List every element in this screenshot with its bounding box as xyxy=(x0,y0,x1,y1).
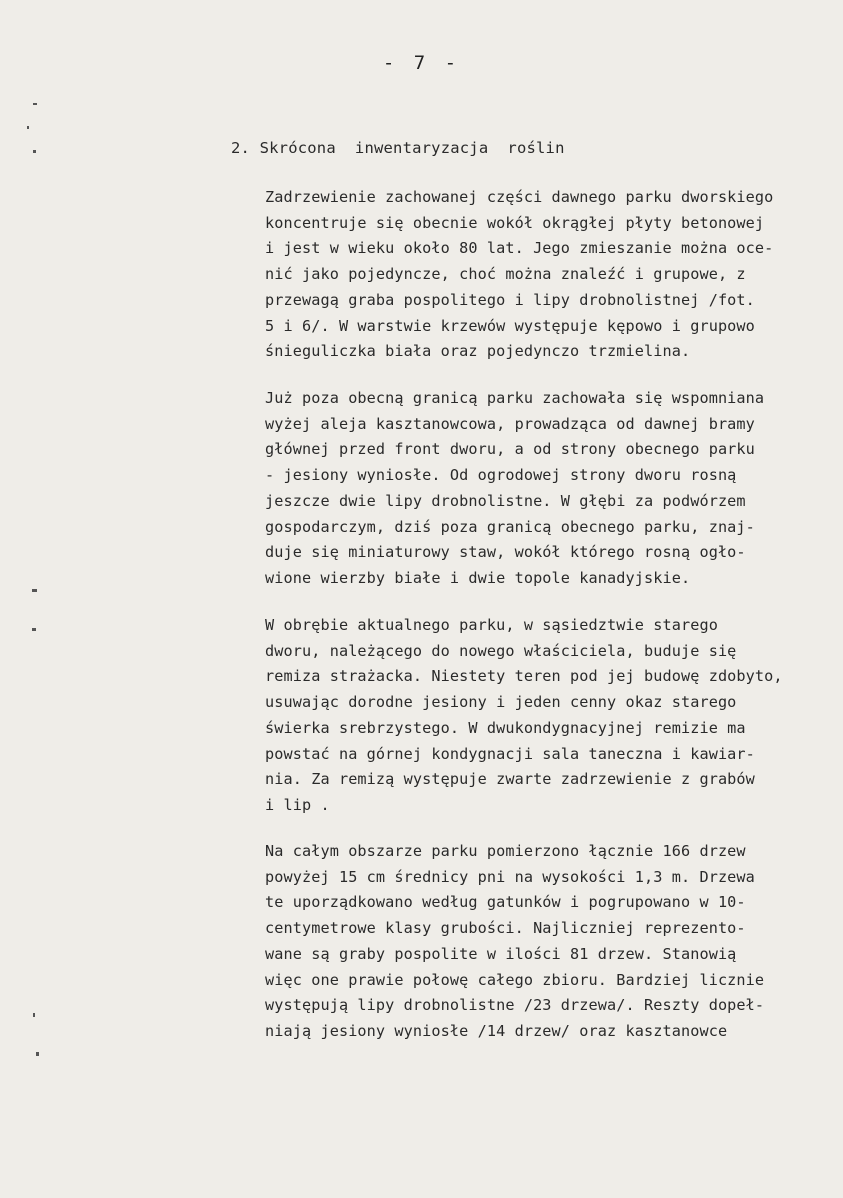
text-line: te uporządkowano według gatunków i pogrupowano w 10- xyxy=(265,893,746,912)
text-line: jeszcze dwie lipy drobnolistne. W głębi za podwórzem xyxy=(265,491,746,510)
text-line: Już poza obecną granicą parku zachowała się wspomniana xyxy=(265,389,765,407)
text-line: przewagą graba pospolitego i lipy drobnolistnej /fot. xyxy=(265,290,755,309)
text-line: powstać na górnej kondygnacji sala taneczna i kawiar- xyxy=(265,744,755,763)
text-line: powyżej 15 cm średnicy pni na wysokości 1,3 m. Drzewa xyxy=(265,867,755,886)
text-line: Zadrzewienie zachowanej części dawnego parku dworskiego xyxy=(265,188,774,206)
text-line: wione wierzby białe i dwie topole kanadyjskie. xyxy=(265,568,691,587)
margin-mark xyxy=(27,126,29,129)
text-line: świerka srebrzystego. W dwukondygnacyjnej remizie ma xyxy=(265,718,746,737)
paragraph-3 xyxy=(265,613,843,819)
text-line: głównej przed front dworu, a od strony obecnego parku xyxy=(265,440,755,459)
paragraph-4 xyxy=(265,839,843,1045)
text-line: centymetrowe klasy grubości. Najliczniej reprezento- xyxy=(265,919,746,938)
paragraph-2 xyxy=(265,386,843,592)
text-line: więc one prawie połowę całego zbioru. Bardziej licznie xyxy=(265,970,765,989)
text-line: niają jesiony wyniosłe /14 drzew/ oraz kasztanowce xyxy=(265,1021,728,1040)
paragraph-1 xyxy=(265,185,843,365)
text-line: i jest w wieku około 80 lat. Jego zmieszanie można oce- xyxy=(265,239,774,258)
text-line: remiza strażacka. Niestety teren pod jej budowę zdobyto, xyxy=(265,667,783,686)
margin-mark xyxy=(33,1013,35,1017)
margin-mark xyxy=(33,103,37,105)
text-line: duje się miniaturowy staw, wokół którego rosną ogło- xyxy=(265,543,746,562)
margin-mark xyxy=(36,1052,39,1056)
text-line: dworu, należącego do nowego właściciela, buduje się xyxy=(265,641,737,660)
text-line: i lip . xyxy=(265,795,330,814)
section-heading: 2. Skrócona inwentaryzacja roślin xyxy=(231,139,565,157)
text-line: występują lipy drobnolistne /23 drzewa/. Reszty dopeł- xyxy=(265,996,765,1015)
margin-mark xyxy=(33,150,36,153)
page-number: - 7 - xyxy=(382,52,461,74)
text-line: gospodarczym, dziś poza granicą obecnego parku, znaj- xyxy=(265,517,755,536)
text-line: usuwając dorodne jesiony i jeden cenny okaz starego xyxy=(265,693,737,712)
text-line: nia. Za remizą występuje zwarte zadrzewienie z grabów xyxy=(265,770,755,789)
text-line: 5 i 6/. W warstwie krzewów występuje kępowo i grupowo xyxy=(265,316,755,335)
text-line: śnieguliczka biała oraz pojedynczo trzmielina. xyxy=(265,342,691,361)
text-line: W obrębie aktualnego parku, w sąsiedztwie starego xyxy=(265,616,718,634)
margin-mark xyxy=(32,628,36,631)
text-line: Na całym obszarze parku pomierzono łącznie 166 drzew xyxy=(265,842,746,860)
text-line: - jesiony wyniosłe. Od ogrodowej strony dworu rosną xyxy=(265,466,737,485)
text-line: koncentruje się obecnie wokół okrągłej płyty betonowej xyxy=(265,213,765,232)
margin-mark xyxy=(32,589,37,592)
text-line: nić jako pojedyncze, choć można znaleźć i grupowe, z xyxy=(265,265,746,284)
text-line: wane są graby pospolite w ilości 81 drzew. Stanowią xyxy=(265,944,737,963)
text-line: wyżej aleja kasztanowcowa, prowadząca od dawnej bramy xyxy=(265,414,755,433)
